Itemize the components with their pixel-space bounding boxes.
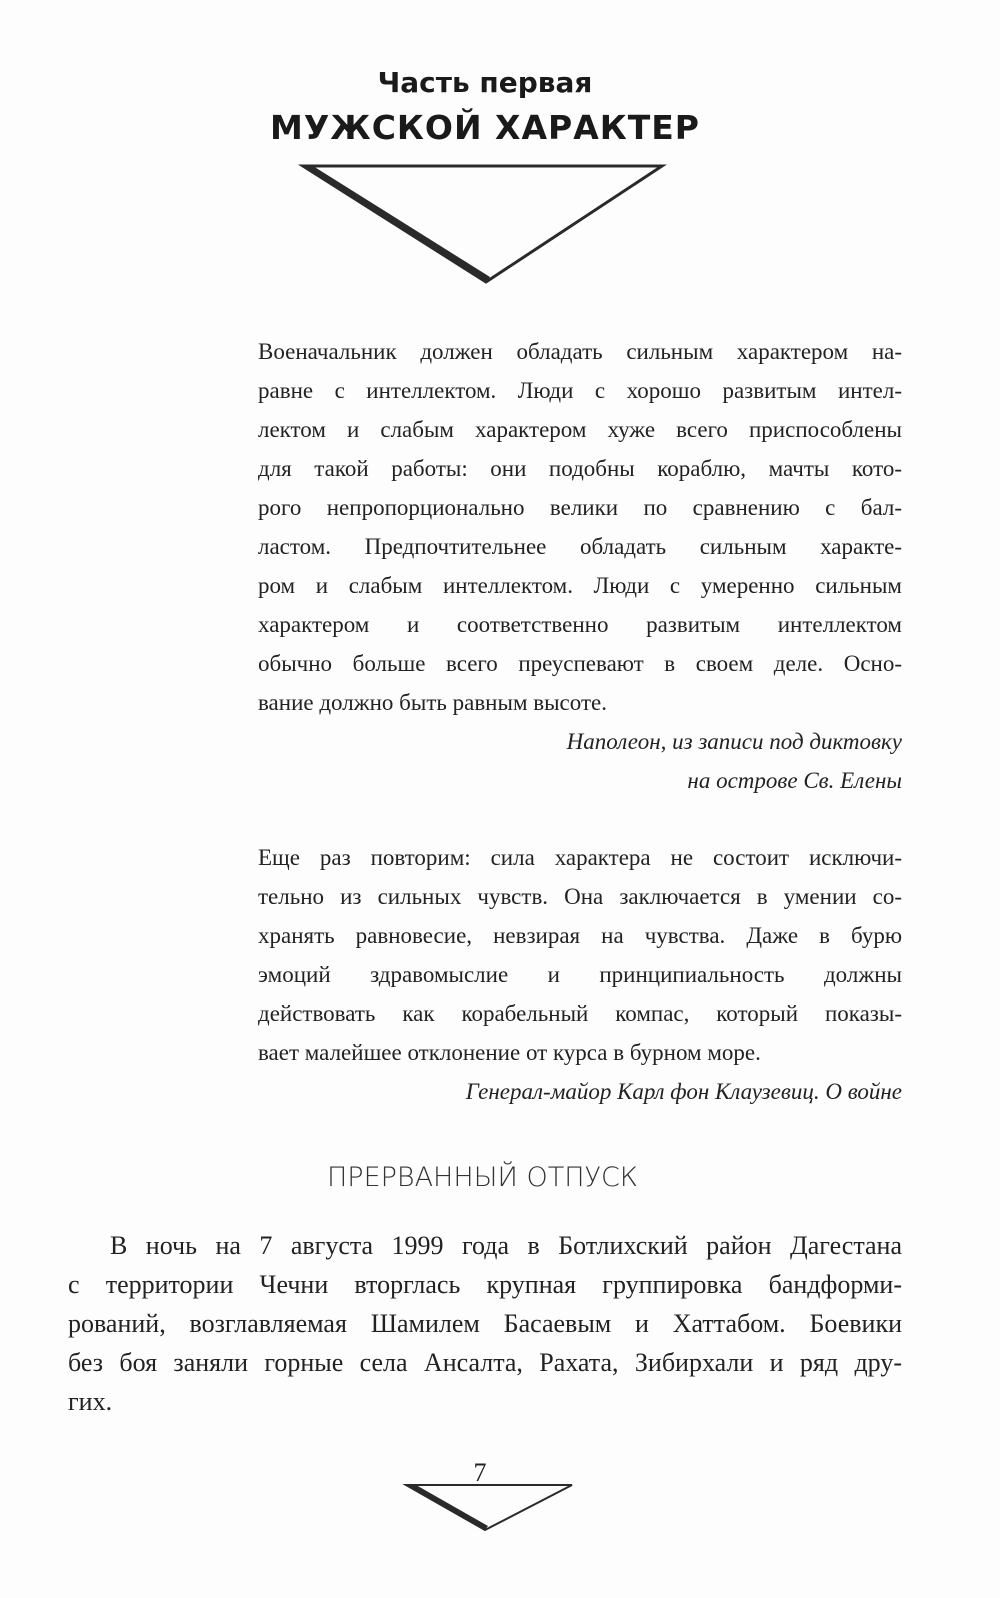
section-heading: ПРЕРВАННЫЙ ОТПУСК (326, 1162, 638, 1193)
text-line: гих. (68, 1387, 113, 1416)
text-line: вание должно быть равным высоте. (258, 690, 607, 715)
text-line: рого непропорционально велики по сравнению с бал- (258, 495, 902, 520)
text-line: обычно больше всего преуспевают в своем деле. Осно- (258, 651, 902, 676)
text-line: В ночь на 7 августа 1999 года в Ботлихский район Дагестана (110, 1231, 902, 1260)
text-line: хранять равновесие, невзирая на чувства. Даже в бурю (258, 923, 902, 948)
page-number: 7 (473, 1458, 487, 1487)
chapter-title: МУЖСКОЙ ХАРАКТЕР (270, 108, 700, 147)
top-triangle-shadow (303, 166, 490, 282)
page-triangle-icon (406, 1485, 572, 1530)
text-line: Еще раз повторим: сила характера не состоит исключи- (258, 845, 902, 870)
text-line: вает малейшее отклонение от курса в бурном море. (258, 1040, 761, 1065)
body-paragraph (68, 1226, 902, 1421)
page-triangle-shadow (406, 1485, 488, 1530)
text-line: с территории Чечни вторглась крупная группировка бандформи- (68, 1270, 902, 1299)
text-line: рований, возглавляемая Шамилем Басаевым и Хаттабом. Боевики (68, 1309, 902, 1338)
text-line: равне с интеллектом. Люди с хорошо развитым интел- (258, 378, 902, 403)
attribution: Генерал-майор Карл фон Клаузевиц. О войне (465, 1079, 902, 1104)
top-triangle-icon (303, 166, 662, 282)
text-line: лектом и слабым характером хуже всего приспособлены (258, 417, 902, 442)
text-line: характером и соответственно развитым интеллектом (258, 612, 902, 637)
part-label: Часть первая (377, 66, 593, 99)
epigraph-clausewitz (258, 838, 902, 1111)
text-line: Военачальник должен обладать сильным характером на- (258, 339, 902, 364)
text-line: ластом. Предпочтительнее обладать сильным характе- (258, 534, 902, 559)
text-line: ром и слабым интеллектом. Люди с умеренно сильным (258, 573, 902, 598)
text-line: без боя заняли горные села Ансалта, Рахата, Зибирхали и ряд дру- (68, 1348, 902, 1377)
text-line: тельно из сильных чувств. Она заключается в умении со- (258, 884, 902, 909)
text-line: действовать как корабельный компас, который показы- (258, 1001, 902, 1026)
attribution: на острове Св. Елены (687, 768, 902, 793)
text-line: эмоций здравомыслие и принципиальность должны (258, 962, 902, 987)
attribution: Наполеон, из записи под диктовку (566, 729, 902, 754)
epigraph-napoleon (258, 332, 902, 800)
text-line: для такой работы: они подобны кораблю, мачты кото- (258, 456, 902, 481)
